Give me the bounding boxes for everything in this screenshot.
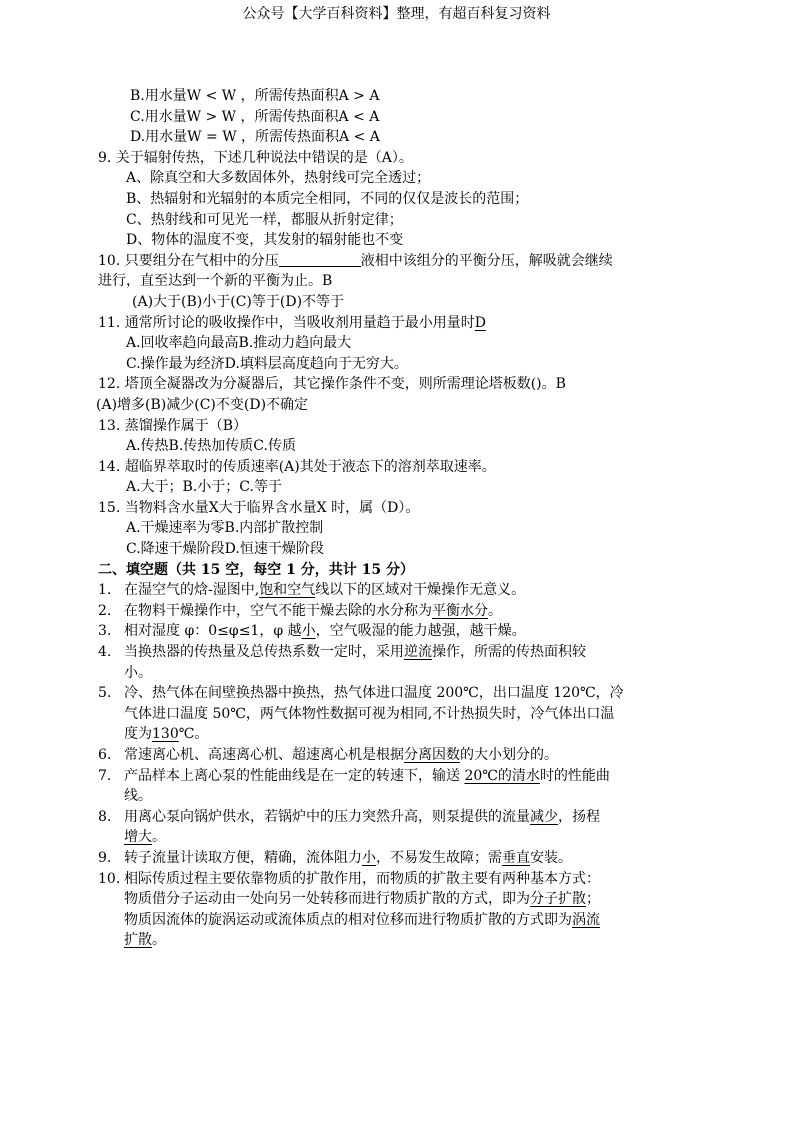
item-text: 相对湿度 φ：0≤φ≤1，φ 越 xyxy=(124,623,302,640)
q9-stem: 9. 关于辐射传热，下述几种说法中错误的是（A）。 xyxy=(98,149,413,166)
answer: 分子扩散 xyxy=(530,891,586,908)
fill-item-1 xyxy=(98,580,698,601)
item-text: 操作，所需的传热面积较 xyxy=(432,644,586,661)
item-text: 安装。 xyxy=(530,849,572,866)
fill-item-10-cont3 xyxy=(98,930,698,951)
page-header: 公众号【大学百科资料】整理，有超百科复习资料 xyxy=(242,6,551,22)
item-text: 。 xyxy=(152,932,166,949)
answer: 饱和空气 xyxy=(259,582,316,599)
fill-item-10-cont2 xyxy=(98,910,698,931)
q9-option-d: D、物体的温度不变，其发射的辐射能也不变 xyxy=(126,232,404,249)
item-number: 1. xyxy=(98,582,112,599)
q14-options: A.大于；B.小于；C.等于 xyxy=(126,479,282,496)
item-number: 3. xyxy=(98,623,112,640)
item-text: 当换热器的传热量及总传热系数一定时，采用 xyxy=(124,644,404,661)
answer: 20℃的清水 xyxy=(464,767,540,784)
q8-option-d: D.用水量W = W ，所需传热面积A < A xyxy=(130,129,380,146)
fill-item-7-cont: 线。 xyxy=(124,788,152,805)
item-text: 。 xyxy=(488,602,502,619)
q13-options: A.传热B.传热加传质C.传质 xyxy=(126,438,296,455)
item-number: 9. xyxy=(98,849,112,866)
fill-item-9 xyxy=(98,848,698,869)
fill-item-4-cont: 小。 xyxy=(124,664,152,681)
fill-item-10 xyxy=(98,869,698,890)
q11-options-cd: C.操作最为经济D.填料层高度趋向于无穷大。 xyxy=(126,355,408,372)
q11-options-ab: A.回收率趋向最高B.推动力趋向最大 xyxy=(126,335,352,352)
item-text: 在湿空气的焓-湿图中, xyxy=(124,582,260,599)
q12-stem: 12. 塔顶全凝器改为分凝器后，其它操作条件不变，则所需理论塔板数()。B xyxy=(98,376,566,393)
fill-item-3 xyxy=(98,621,698,642)
answer: 分离因数 xyxy=(404,747,460,763)
item-text: 度为 xyxy=(124,726,152,743)
q12-options: (A)增多(B)减少(C)不变(D)不确定 xyxy=(96,396,309,413)
item-text: 。 xyxy=(152,829,166,846)
answer: 扩散 xyxy=(124,932,152,949)
answer: 小 xyxy=(301,623,316,640)
item-text: 常速离心机、高速离心机、超速离心机是根据 xyxy=(124,747,404,763)
answer: 垂直 xyxy=(502,849,530,866)
q8-option-b: B.用水量W < W ，所需传热面积A > A xyxy=(130,88,380,104)
q13-stem: 13. 蒸馏操作属于（B） xyxy=(98,417,248,434)
q15-options-ab: A.干燥速率为零B.内部扩散控制 xyxy=(126,520,324,537)
fill-item-8-cont xyxy=(98,827,698,848)
q10-stem-b: 液相中该组分的平衡分压，解吸就会继续 xyxy=(360,252,613,269)
item-number: 7. xyxy=(98,767,112,784)
item-number: 6. xyxy=(98,747,112,763)
item-text: 转子流量计读取方便，精确，流体阻力 xyxy=(124,849,362,866)
item-text: 时的性能曲 xyxy=(539,767,610,784)
q14-stem: 14. 超临界萃取时的传质速率(A)其处于液态下的溶剂萃取速率。 xyxy=(98,458,496,475)
fill-item-8 xyxy=(98,807,698,828)
fill-item-6 xyxy=(98,745,698,766)
answer: 减少 xyxy=(530,808,558,825)
q15-options-cd: C.降速干燥阶段D.恒速干燥阶段 xyxy=(126,541,324,558)
item-text: ，不易发生故障；需 xyxy=(376,849,502,866)
q8-option-c: C.用水量W > W ，所需传热面积A < A xyxy=(130,108,380,125)
item-text: 冷、热气体在间壁换热器中换热，热气体进口温度 200℃，出口温度 120℃，冷 xyxy=(124,685,624,702)
item-text: ，空气吸湿的能力越强，越干燥。 xyxy=(315,623,526,640)
fill-item-5-cont: 气体进口温度 50℃，两气体物性数据可视为相同,不计热损失时，冷气体出口温 xyxy=(124,705,615,722)
document-body xyxy=(98,86,698,951)
item-text: 物质因流体的旋涡运动或流体质点的相对位移而进行物质扩散的方式即为 xyxy=(124,911,572,928)
q10-stem-a: 10. 只要组分在气相中的分压 xyxy=(98,252,279,269)
q10-stem xyxy=(98,251,698,272)
q9-option-b: B、热辐射和光辐射的本质完全相同，不同的仅仅是波长的范围； xyxy=(126,190,529,207)
answer: 平衡水分 xyxy=(432,602,488,619)
q11-stem xyxy=(98,313,698,334)
fill-section-title: 二、填空题（共 15 空，每空 1 分，共计 15 分） xyxy=(98,561,414,578)
q10-stem-cont: 进行，直至达到一个新的平衡为止。B xyxy=(98,273,333,290)
fill-item-10-cont xyxy=(98,889,698,910)
fill-item-5-cont2 xyxy=(98,724,698,745)
item-number: 4. xyxy=(98,644,112,661)
fill-item-5 xyxy=(98,683,698,704)
q15-stem: 15. 当物料含水量X大于临界含水量X 时，属（D）。 xyxy=(98,499,420,516)
fill-item-2 xyxy=(98,601,698,622)
item-number: 10. xyxy=(98,870,121,887)
answer: 增大 xyxy=(124,829,152,846)
item-text: 的大小划分的。 xyxy=(460,747,558,763)
item-number: 5. xyxy=(98,685,112,702)
q11-answer: D xyxy=(474,314,486,331)
answer: 逆流 xyxy=(404,644,432,661)
item-text: 相际传质过程主要依靠物质的扩散作用，而物质的扩散主要有两种基本方式： xyxy=(124,870,600,887)
fill-item-7 xyxy=(98,766,698,787)
answer: 小 xyxy=(362,849,376,866)
answer: 涡流 xyxy=(572,911,600,928)
q11-stem-text: 11. 通常所讨论的吸收操作中，当吸收剂用量趋于最小用量时 xyxy=(98,314,475,331)
item-text: 线以下的区域对干燥操作无意义。 xyxy=(315,582,526,599)
q9-option-a: A、除真空和大多数固体外，热射线可完全透过； xyxy=(126,170,431,187)
item-text: 用离心泵向锅炉供水，若锅炉中的压力突然升高，则泵提供的流量 xyxy=(124,808,530,825)
item-text: 在物料干燥操作中，空气不能干燥去除的水分称为 xyxy=(124,602,432,619)
item-text: ℃。 xyxy=(178,726,209,743)
q9-option-c: C、热射线和可见光一样，都服从折射定律； xyxy=(126,211,403,228)
item-text: 产品样本上离心泵的性能曲线是在一定的转速下，输送 xyxy=(124,767,465,784)
answer: 130 xyxy=(152,726,179,743)
fill-item-4 xyxy=(98,642,698,663)
item-number: 2. xyxy=(98,602,112,619)
item-text: ； xyxy=(586,891,600,908)
item-number: 8. xyxy=(98,808,112,825)
q10-options: (A)大于(B)小于(C)等于(D)不等于 xyxy=(132,293,345,310)
item-text: 物质借分子运动由一处向另一处转移而进行物质扩散的方式，即为 xyxy=(124,891,530,908)
q10-blank xyxy=(279,252,361,267)
item-text: ，扬程 xyxy=(558,808,600,825)
